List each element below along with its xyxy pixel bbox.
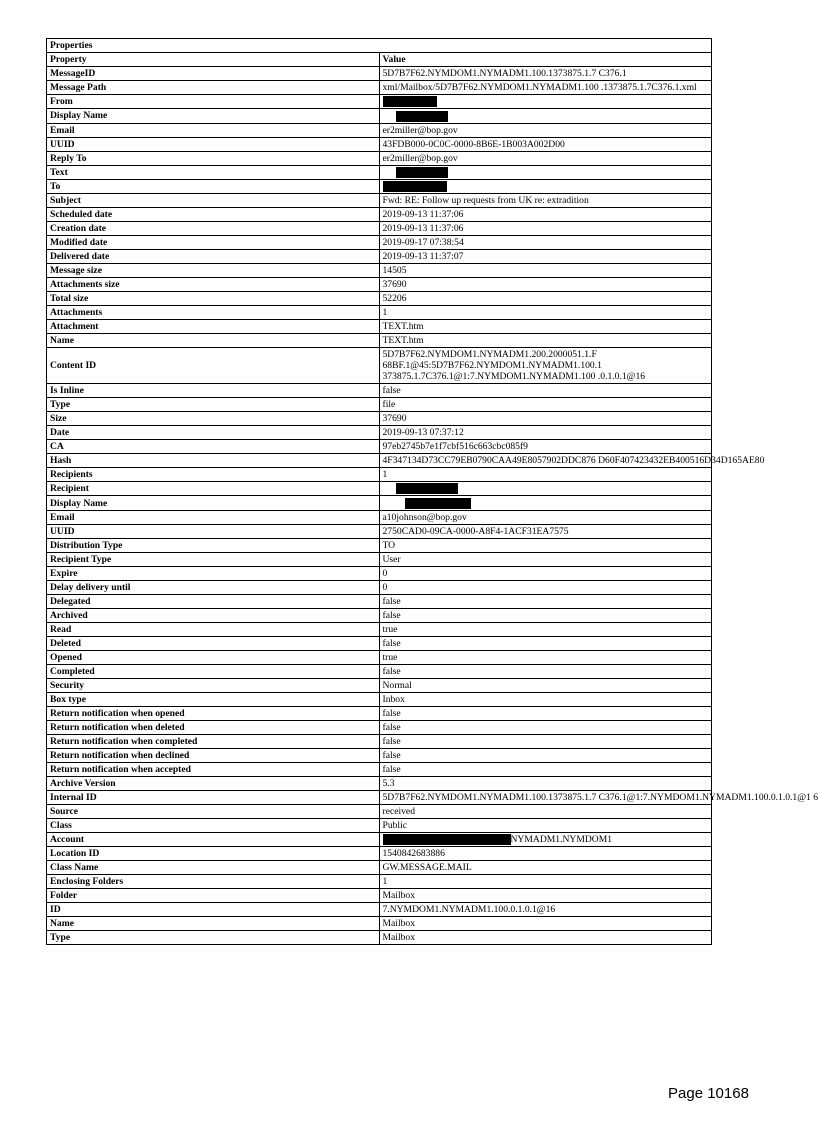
property-name: Message Path [47,81,380,95]
property-value-text: 2019-09-13 11:37:06 [382,223,464,235]
property-value-text: 0 [382,567,388,579]
property-name: Return notification when deleted [47,720,380,734]
property-value [379,594,712,608]
table-row [47,264,712,278]
table-row [47,917,712,931]
property-value [379,917,712,931]
table-row [47,552,712,566]
property-value-text: Public [382,819,408,831]
property-value-text: 2019-09-13 07:37:12 [382,427,464,439]
table-row [47,151,712,165]
table-row [47,636,712,650]
table-caption: Properties [47,39,712,53]
property-value [379,440,712,454]
table-row [47,194,712,208]
property-name: Attachments [47,306,380,320]
table-row [47,889,712,903]
property-value [379,306,712,320]
property-value-text: 2019-09-13 11:37:07 [382,251,464,263]
property-name: Location ID [47,847,380,861]
property-name: Archived [47,608,380,622]
table-row [47,320,712,334]
property-value-text: 4F347134D73CC79EB0790CAA49E8057902DDC876 D60F407423432EB400516D34D165AE80 [382,455,765,467]
property-name: Size [47,412,380,426]
property-value [379,384,712,398]
property-value-text: false [382,707,401,719]
table-row [47,931,712,945]
redaction-box [383,181,447,192]
table-row [47,608,712,622]
property-value [379,208,712,222]
property-name: Box type [47,692,380,706]
property-value-text: 43FDB000-0C0C-0000-8B6E-1B003A002D00 [382,138,565,150]
property-name: Type [47,931,380,945]
property-value [379,580,712,594]
property-value [379,179,712,193]
property-value-text: 14505 [382,265,407,277]
property-value-text: 1 [382,469,388,481]
property-name: UUID [47,524,380,538]
property-value [379,67,712,81]
property-name: Email [47,123,380,137]
property-value-text: TEXT.htm [382,321,424,333]
property-name: Subject [47,194,380,208]
property-name: Name [47,917,380,931]
properties-table [46,38,818,945]
property-value-text: TO [382,539,396,551]
property-name: Account [47,832,380,846]
property-value [379,496,712,510]
property-value-text: 52206 [382,293,407,305]
table-row [47,482,712,496]
redaction-box [383,96,437,107]
redaction-box [405,498,471,509]
property-value-text: false [382,637,401,649]
property-name: Completed [47,664,380,678]
property-value-text: false [382,721,401,733]
property-value [379,636,712,650]
property-value [379,734,712,748]
property-value-text: a10johnson@bop.gov [382,511,467,523]
table-row [47,664,712,678]
table-row [47,454,712,468]
property-value-text: xml/Mailbox/5D7B7F62.NYMDOM1.NYMADM1.100 .1373875.1.7C376.1.xml [382,82,697,93]
property-value-text: 37690 [382,279,407,291]
property-name: Text [47,165,380,179]
property-name: Enclosing Folders [47,875,380,889]
property-name: Class Name [47,861,380,875]
table-row [47,776,712,790]
property-value [379,706,712,720]
redaction-box [383,834,511,845]
property-name: CA [47,440,380,454]
table-row [47,278,712,292]
property-name: Creation date [47,222,380,236]
property-name: Is Inline [47,384,380,398]
property-value [379,95,712,109]
table-row [47,720,712,734]
property-value-text: 1 [382,307,388,319]
property-value [379,875,712,889]
property-name: Delay delivery until [47,580,380,594]
property-value [379,552,712,566]
property-name: Email [47,510,380,524]
redaction-box [396,111,448,122]
table-row [47,67,712,81]
property-value [379,524,712,538]
property-name: Recipient [47,482,380,496]
property-name: Content ID [47,348,380,384]
property-value-text: Mailbox [382,918,416,930]
property-name: Modified date [47,236,380,250]
table-row [47,222,712,236]
table-row [47,861,712,875]
table-row [47,95,712,109]
property-value-text: false [382,609,401,621]
table-row [47,510,712,524]
table-row [47,692,712,706]
property-name: Reply To [47,151,380,165]
property-value [379,292,712,306]
property-value-text: false [382,735,401,747]
property-value [379,264,712,278]
table-row [47,179,712,193]
table-row [47,348,712,384]
property-value-text: true [382,623,398,635]
property-name: Display Name [47,109,380,123]
property-value-text: TEXT.htm [382,335,424,347]
property-name: Deleted [47,636,380,650]
property-name: Return notification when completed [47,734,380,748]
property-value-text: 1 [382,876,388,888]
table-row [47,236,712,250]
property-value [379,889,712,903]
property-value-text: er2miller@bop.gov [382,124,458,136]
property-name: Date [47,426,380,440]
property-name: Scheduled date [47,208,380,222]
caption-row [47,39,712,53]
property-name: Opened [47,650,380,664]
property-name: Source [47,804,380,818]
property-value [379,412,712,426]
table-row [47,903,712,917]
property-value-text: false [382,595,401,607]
property-value [379,762,712,776]
table-row [47,818,712,832]
table-row [47,804,712,818]
property-value-text: 37690 [382,413,407,425]
property-name: Message size [47,264,380,278]
property-value [379,931,712,945]
property-value [379,650,712,664]
property-name: Total size [47,292,380,306]
table-row [47,678,712,692]
table-row [47,622,712,636]
property-value-text: 2750CAD0-09CA-0000-A8F4-1ACF31EA7575 [382,525,569,537]
table-row [47,165,712,179]
property-value [379,320,712,334]
property-value-text: true [382,651,398,663]
property-name: Distribution Type [47,538,380,552]
property-value [379,151,712,165]
table-row [47,566,712,580]
property-name: Return notification when opened [47,706,380,720]
header-value: Value [379,53,712,67]
table-row [47,496,712,510]
property-value [379,818,712,832]
property-value [379,720,712,734]
property-value [379,334,712,348]
property-value-text: 2019-09-13 11:37:06 [382,209,464,221]
table-row [47,580,712,594]
property-value [379,566,712,580]
property-name: Name [47,334,380,348]
table-row [47,650,712,664]
table-row [47,847,712,861]
table-row [47,208,712,222]
property-value-text: 1540842683886 [382,848,445,860]
property-value-text: file [382,399,396,411]
property-value [379,398,712,412]
property-value-text: Normal [382,679,412,691]
property-value-text: er2miller@bop.gov [382,152,458,164]
property-value-text: received [382,805,415,817]
property-value [379,622,712,636]
property-name: Folder [47,889,380,903]
table-row [47,384,712,398]
property-value [379,748,712,762]
property-name: Type [47,398,380,412]
property-value-text: 0 [382,581,388,593]
property-name: Archive Version [47,776,380,790]
property-name: Class [47,818,380,832]
property-value [379,468,712,482]
property-value-text: false [382,763,401,775]
property-value [379,538,712,552]
table-row [47,292,712,306]
table-row [47,524,712,538]
table-row [47,875,712,889]
property-value [379,482,712,496]
property-value [379,109,712,123]
property-value-text: Mailbox [382,890,416,902]
table-row [47,123,712,137]
property-value-text: NYMADM1.NYMDOM1 [510,833,613,845]
property-name: Read [47,622,380,636]
table-row [47,790,712,804]
property-value [379,250,712,264]
property-value-text: 97eb2745b7e1f7cbf516c663cbc085f9 [382,441,528,453]
property-value [379,123,712,137]
table-row [47,594,712,608]
table-row [47,412,712,426]
table-row [47,440,712,454]
property-value-text: Mailbox [382,932,416,944]
property-value [379,278,712,292]
redaction-box [396,167,448,178]
table-row [47,334,712,348]
property-value [379,222,712,236]
property-value-text: Inbox [382,693,405,705]
property-value-text: 7.NYMDOM1.NYMADM1.100.0.1.0.1@16 [382,904,556,916]
property-name: Hash [47,454,380,468]
property-name: Recipients [47,468,380,482]
table-row [47,306,712,320]
property-value [379,678,712,692]
property-value [379,454,765,468]
page-number: Page 10168 [668,1085,749,1102]
header-row [47,53,712,67]
property-name: Security [47,678,380,692]
table-row [47,734,712,748]
property-value [379,790,818,804]
property-value-text: User [382,553,401,565]
property-value [379,847,712,861]
property-value-text: Fwd: RE: Follow up requests from UK re: extradition [382,195,589,207]
property-name: ID [47,903,380,917]
table-row [47,109,712,123]
property-value [379,664,712,678]
table-row [47,137,712,151]
table-row [47,398,712,412]
property-value [379,776,712,790]
property-value-text: 5.3 [382,777,395,789]
property-name: To [47,179,380,193]
property-name: Delegated [47,594,380,608]
table-row [47,468,712,482]
table-row [47,250,712,264]
property-name: MessageID [47,67,380,81]
property-value [379,608,712,622]
property-value-text: false [382,749,401,761]
table-row [47,748,712,762]
property-name: Attachments size [47,278,380,292]
property-name: Recipient Type [47,552,380,566]
property-name: Expire [47,566,380,580]
table-row [47,832,712,846]
table-row [47,706,712,720]
property-value-text: 5D7B7F62.NYMDOM1.NYMADM1.100.1373875.1.7 C376.1 [382,68,627,79]
property-value [379,832,712,846]
property-name: Return notification when accepted [47,762,380,776]
property-value [379,236,712,250]
property-name: Delivered date [47,250,380,264]
header-property: Property [47,53,380,67]
property-value [379,81,712,95]
property-value-text: 2019-09-17 07:38:54 [382,237,464,249]
property-name: Internal ID [47,790,380,804]
property-value [379,348,712,384]
property-name: Display Name [47,496,380,510]
property-value [379,804,712,818]
property-name: From [47,95,380,109]
property-value [379,194,712,208]
property-value [379,903,712,917]
property-name: Return notification when declined [47,748,380,762]
property-value [379,137,712,151]
property-value [379,692,712,706]
property-value-text: 5D7B7F62.NYMDOM1.NYMADM1.200.2000051.1.F 68BF.1@45:5D7B7F62.NYMDOM1.NYMADM1.100.1 373875.1.7C376.1@1:7.NYMDOM1.NYMADM1.100 .0.1.0.1@16 [382,349,646,383]
table-row [47,426,712,440]
property-value-text: GW.MESSAGE.MAIL [382,862,472,874]
table-row [47,81,712,95]
property-value [379,510,712,524]
property-value-text: false [382,385,401,397]
table-row [47,762,712,776]
property-value [379,426,712,440]
property-value [379,861,712,875]
property-value-text: false [382,665,401,677]
table-row [47,538,712,552]
property-value-text: 5D7B7F62.NYMDOM1.NYMADM1.100.1373875.1.7 C376.1@1:7.NYMDOM1.NYMADM1.100.0.1.0.1@1 6 [382,791,818,803]
property-value [379,165,712,179]
property-name: Attachment [47,320,380,334]
property-name: UUID [47,137,380,151]
redaction-box [396,483,458,494]
